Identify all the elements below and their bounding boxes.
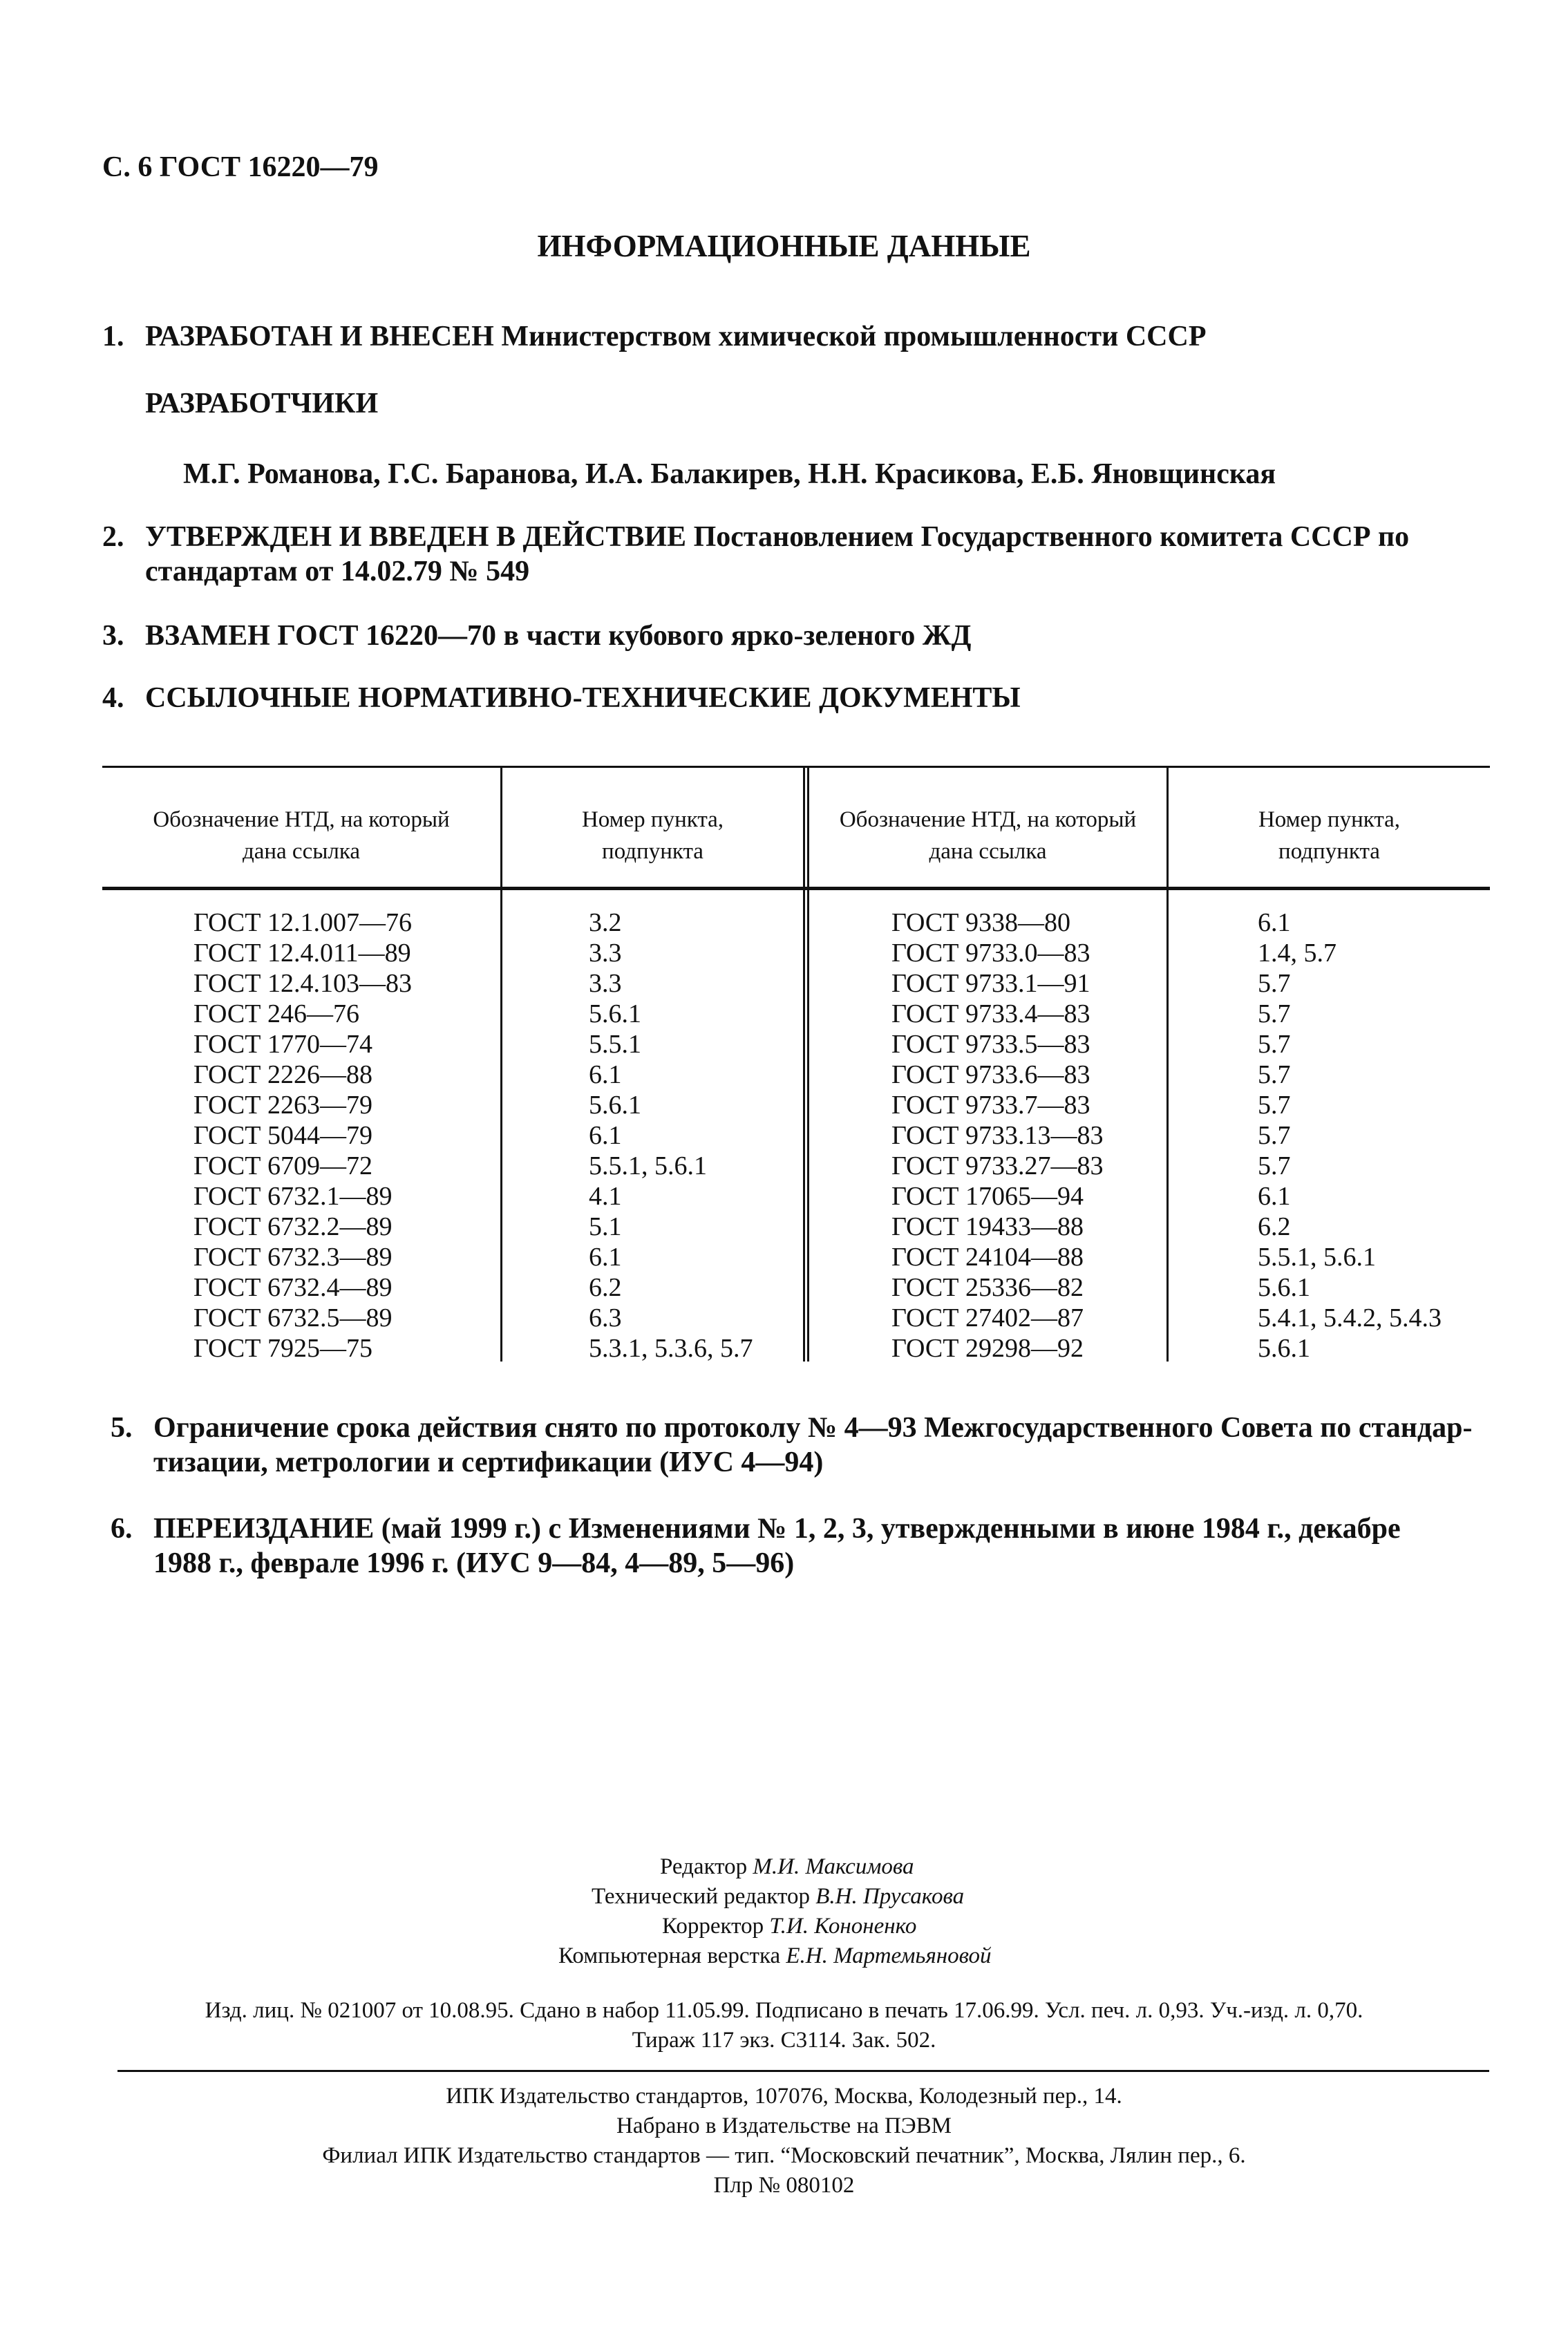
table-cell-doc: ГОСТ 2263—79 (193, 1091, 372, 1120)
table-cell-point: 6.1 (589, 1060, 622, 1089)
imprint-divider (117, 2070, 1489, 2072)
table-header-doc: Обозначение НТД, на который дана ссылка (153, 807, 450, 864)
table-cell-doc: ГОСТ 29298—92 (891, 1334, 1084, 1363)
table-cell-point: 1.4, 5.7 (1258, 939, 1336, 968)
credit-name: Т.И. Кононенко (769, 1914, 917, 1939)
item-lead: УТВЕРЖДЕН И ВВЕДЕН В ДЕЙСТВИЕ (145, 521, 687, 553)
table-cell-point: 5.7 (1258, 1091, 1291, 1120)
table-cell-point: 6.3 (589, 1303, 622, 1332)
imprint-line: Филиал ИПК Издательство стандартов — тип. “Московский печатник”, Москва, Лялин пер., 6. (322, 2143, 1246, 2168)
developers-list: М.Г. Романова, Г.С. Баранова, И.А. Балакирев, Н.Н. Красикова, Е.Б. Яновщинская (183, 458, 1276, 490)
table-cell-doc: ГОСТ 9733.6—83 (891, 1060, 1090, 1089)
table-header-rule (102, 887, 1490, 890)
table-cell-point: 3.2 (589, 908, 622, 937)
table-cell-doc: ГОСТ 27402—87 (891, 1303, 1084, 1332)
table-header-doc: Обозначение НТД, на который дана ссылка (839, 807, 1137, 864)
table-cell-point: 5.3.1, 5.3.6, 5.7 (589, 1334, 753, 1363)
table-cell-point: 5.5.1 (589, 1030, 641, 1059)
table-cell-doc: ГОСТ 5044—79 (193, 1121, 372, 1150)
table-cell-doc: ГОСТ 9733.1—91 (891, 969, 1090, 998)
imprint-line: ИПК Издательство стандартов, 107076, Москва, Колодезный пер., 14. (446, 2084, 1122, 2109)
item-text: (май 1999 г.) с Изменениями № 1, 2, 3, утвержденными в июне 1984 г., декабре (374, 1513, 1401, 1545)
item-body (153, 1511, 1401, 1581)
item-number: 5. (111, 1412, 133, 1444)
item-body (145, 520, 1409, 589)
credit-line (592, 1882, 964, 1912)
table-cell-doc: ГОСТ 9733.7—83 (891, 1091, 1090, 1120)
page-title: ИНФОРМАЦИОННЫЕ ДАННЫЕ (537, 229, 1031, 263)
developers-label: РАЗРАБОТЧИКИ (145, 388, 379, 420)
item-text: в части кубового ярко-зеленого ЖД (496, 620, 972, 652)
table-column-left-docs (193, 907, 412, 1364)
imprint-line: Набрано в Издательстве на ПЭВМ (616, 2113, 952, 2138)
table-cell-point: 5.4.1, 5.4.2, 5.4.3 (1258, 1303, 1442, 1332)
item-text: Ограничение срока действия снято по протоколу № 4—93 Межгосударственного Совета по стандар- (153, 1412, 1473, 1444)
table-cell-point: 5.7 (1258, 1121, 1291, 1150)
table-cell-point: 6.1 (1258, 1182, 1291, 1211)
table-cell-doc: ГОСТ 6732.3—89 (193, 1243, 393, 1272)
table-cell-point: 5.5.1, 5.6.1 (1258, 1243, 1376, 1272)
table-header-point: Номер пункта, подпункта (581, 807, 724, 864)
table-cell-point: 5.7 (1258, 1060, 1291, 1089)
table-cell-doc: ГОСТ 9338—80 (891, 908, 1070, 937)
table-cell-point: 5.6.1 (1258, 1334, 1310, 1363)
table-cell-doc: ГОСТ 9733.27—83 (891, 1151, 1104, 1180)
table-cell-doc: ГОСТ 9733.4—83 (891, 999, 1090, 1028)
table-column-divider (803, 766, 805, 1362)
table-cell-doc: ГОСТ 12.1.007—76 (193, 908, 412, 937)
imprint-line: Тираж 117 экз. С3114. Зак. 502. (632, 2028, 936, 2053)
table-cell-point: 5.6.1 (589, 999, 641, 1028)
table-cell-point: 5.7 (1258, 999, 1291, 1028)
table-cell-doc: ГОСТ 9733.13—83 (891, 1121, 1104, 1150)
table-cell-doc: ГОСТ 6709—72 (193, 1151, 372, 1180)
credit-name: В.Н. Прусакова (815, 1884, 965, 1909)
table-cell-point: 5.5.1, 5.6.1 (589, 1151, 707, 1180)
credit-role: Технический редактор (592, 1884, 810, 1909)
table-top-rule (102, 766, 1490, 768)
credit-name: Е.Н. Мартемьяновой (786, 1943, 992, 1968)
table-cell-point: 5.1 (589, 1212, 622, 1241)
table-cell-doc: ГОСТ 6732.2—89 (193, 1212, 393, 1241)
item-number: 3. (102, 620, 124, 652)
item-body (145, 681, 1021, 715)
table-cell-doc: ГОСТ 19433—88 (891, 1212, 1084, 1241)
item-text: Постановлением Государственного комитета СССР по (686, 521, 1410, 553)
table-cell-point: 5.7 (1258, 969, 1291, 998)
table-column-right-docs (891, 907, 1104, 1364)
item-text-continued: тизации, метрологии и сертификации (ИУС 4—94) (153, 1447, 824, 1478)
table-cell-doc: ГОСТ 12.4.011—89 (193, 939, 411, 968)
item-lead: ССЫЛОЧНЫЕ НОРМАТИВНО-ТЕХНИЧЕСКИЕ ДОКУМЕНТЫ (145, 682, 1021, 714)
table-cell-doc: ГОСТ 9733.5—83 (891, 1030, 1090, 1059)
table-cell-doc: ГОСТ 12.4.103—83 (193, 969, 412, 998)
table-cell-doc: ГОСТ 6732.1—89 (193, 1182, 393, 1211)
table-cell-point: 5.6.1 (589, 1091, 641, 1120)
table-header-point: Номер пункта, подпункта (1258, 807, 1401, 864)
item-body (145, 319, 1206, 354)
table-cell-point: 6.2 (589, 1273, 622, 1302)
credit-line (660, 1852, 914, 1882)
item-number: 4. (102, 682, 124, 714)
table-cell-doc: ГОСТ 6732.4—89 (193, 1273, 393, 1302)
table-cell-doc: ГОСТ 17065—94 (891, 1182, 1084, 1211)
table-cell-doc: ГОСТ 9733.0—83 (891, 939, 1090, 968)
table-cell-point: 3.3 (589, 969, 622, 998)
table-cell-point: 4.1 (589, 1182, 622, 1211)
item-number: 6. (111, 1513, 133, 1545)
credit-line (558, 1941, 992, 1971)
item-text-continued: 1988 г., феврале 1996 г. (ИУС 9—84, 4—89, 5—96) (153, 1547, 795, 1579)
credit-role: Редактор (660, 1854, 748, 1879)
item-lead: ВЗАМЕН ГОСТ 16220—70 (145, 620, 497, 652)
table-cell-doc: ГОСТ 6732.5—89 (193, 1303, 393, 1332)
running-head: С. 6 ГОСТ 16220—79 (102, 151, 379, 183)
table-cell-doc: ГОСТ 246—76 (193, 999, 359, 1028)
imprint-line: Плр № 080102 (713, 2173, 855, 2198)
table-cell-point: 6.1 (589, 1243, 622, 1272)
references-table (102, 766, 1490, 1374)
table-cell-doc: ГОСТ 1770—74 (193, 1030, 372, 1059)
table-cell-doc: ГОСТ 2226—88 (193, 1060, 372, 1089)
table-column-left-points (589, 907, 753, 1364)
table-cell-point: 6.1 (1258, 908, 1291, 937)
table-cell-point: 5.7 (1258, 1151, 1291, 1180)
item-number: 1. (102, 321, 124, 352)
table-cell-doc: ГОСТ 24104—88 (891, 1243, 1084, 1272)
item-lead: ПЕРЕИЗДАНИЕ (153, 1513, 375, 1545)
item-lead: РАЗРАБОТАН И ВНЕСЕН (145, 321, 494, 352)
table-cell-doc: ГОСТ 7925—75 (193, 1334, 372, 1363)
credit-name: М.И. Максимова (753, 1854, 914, 1879)
table-cell-doc: ГОСТ 25336—82 (891, 1273, 1084, 1302)
credit-line (662, 1912, 916, 1941)
item-text: Министерством химической промышленности СССР (493, 321, 1207, 352)
credit-role: Корректор (662, 1914, 764, 1939)
table-column-right-points (1258, 907, 1442, 1364)
item-body (145, 619, 971, 653)
table-cell-point: 5.7 (1258, 1030, 1291, 1059)
item-text-continued: стандартам от 14.02.79 № 549 (145, 556, 530, 587)
table-cell-point: 6.1 (589, 1121, 622, 1150)
item-number: 2. (102, 521, 124, 553)
credit-role: Компьютерная верстка (558, 1943, 781, 1968)
imprint-line: Изд. лиц. № 021007 от 10.08.95. Сдано в набор 11.05.99. Подписано в печать 17.06.99. Усл. печ. л. 0,93. Уч.-изд. л. 0,70. (205, 1998, 1363, 2023)
table-cell-point: 6.2 (1258, 1212, 1291, 1241)
table-cell-point: 5.6.1 (1258, 1273, 1310, 1302)
item-body (153, 1411, 1472, 1480)
table-cell-point: 3.3 (589, 939, 622, 968)
